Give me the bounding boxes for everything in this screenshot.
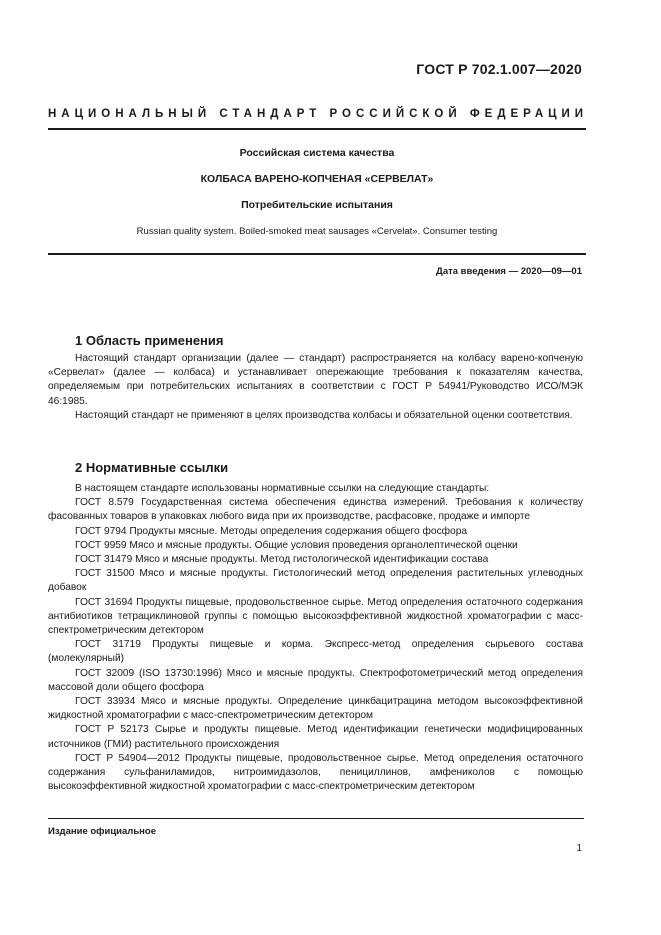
footer-divider: [48, 818, 584, 819]
reference-item: ГОСТ 31719 Продукты пищевые и корма. Экспресс-метод определения сырьевого состава (молекулярный): [48, 639, 583, 665]
reference-item: ГОСТ 32009 (ISO 13730:1996) Мясо и мясные продукты. Спектрофотометрический метод определения массовой доли общего фосфора: [48, 667, 583, 693]
paragraph: Настоящий стандарт организации (далее — стандарт) распространяется на колбасу варено-копченую «Сервелат» (далее — колбаса) и устанавливает опережающие требования к показателям качества, определяемым при потребительских испытаниях в соответствии с ГОСТ Р 54941/Руководство ИСО/МЭК 46:1985.: [48, 353, 583, 407]
reference-item: ГОСТ 33934 Мясо и мясные продукты. Определение цинкбацитрацина методом высокоэффективной жидкостной хроматографии с масс-спектрометрическим детектором: [48, 696, 583, 722]
reference-item: ГОСТ 8.579 Государственная система обеспечения единства измерений. Требования к количеству фасованных товаров в упаковках любого вида при их производстве, расфасовке, продаже и импорте: [48, 497, 583, 523]
system-title: Российская система качества: [239, 147, 395, 159]
reference-item: ГОСТ 31694 Продукты пищевые, продовольственное сырье. Метод определения остаточного содержания антибиотиков тетрациклиновой группы с помощью высокоэффективной жидкостной хроматографии с масс-спектрометрическим детектором: [48, 596, 583, 637]
section-scope-body: [48, 352, 583, 423]
top-divider: [48, 128, 586, 130]
reference-item: ГОСТ 31500 Мясо и мясные продукты. Гистологический метод определения растительных углеводных добавок: [48, 568, 583, 594]
section-heading-scope: 1 Область применения: [75, 333, 224, 348]
page-number: 1: [576, 843, 582, 854]
section-references-body: [48, 482, 583, 794]
paragraph: Настоящий стандарт не применяют в целях производства колбасы и обязательной оценки соответствия.: [75, 409, 573, 421]
reference-item: ГОСТ 31479 Мясо и мясные продукты. Метод гистологической идентификации состава: [75, 554, 489, 566]
reference-item: ГОСТ Р 54904—2012 Продукты пищевые, продовольственное сырье. Метод определения остаточного содержания сульфаниламидов, нитроимидазолов, пенициллинов, амфениколов с помощью высокоэффективной жидкостной хроматографии с масс-спектрометрическим детектором: [48, 752, 583, 793]
reference-item: ГОСТ Р 52173 Сырье и продукты пищевые. Метод идентификации генетически модифицированных источников (ГМИ) растительного происхождения: [48, 724, 583, 750]
document-subtitle: Потребительские испытания: [241, 199, 393, 211]
reference-item: ГОСТ 9959 Мясо и мясные продукты. Общие условия проведения органолептической оценки: [75, 539, 518, 551]
official-edition-label: Издание официальное: [48, 826, 156, 837]
reference-item: ГОСТ 9794 Продукты мясные. Методы определения содержания общего фосфора: [75, 525, 468, 537]
title-divider: [48, 253, 586, 255]
product-title: КОЛБАСА ВАРЕНО-КОПЧЕНАЯ «СЕРВЕЛАТ»: [200, 173, 434, 185]
national-standard-banner: НАЦИОНАЛЬНЫЙ СТАНДАРТ РОССИЙСКОЙ ФЕДЕРАЦИИ: [48, 108, 589, 120]
section-heading-references: 2 Нормативные ссылки: [75, 460, 229, 475]
introduction-date: Дата введения — 2020—09—01: [436, 266, 582, 277]
paragraph: В настоящем стандарте использованы нормативные ссылки на следующие стандарты:: [75, 483, 490, 494]
english-title: Russian quality system. Boiled-smoked meat sausages «Cervelat». Consumer testing: [136, 226, 498, 237]
standard-designation: ГОСТ Р 702.1.007—2020: [416, 61, 582, 77]
